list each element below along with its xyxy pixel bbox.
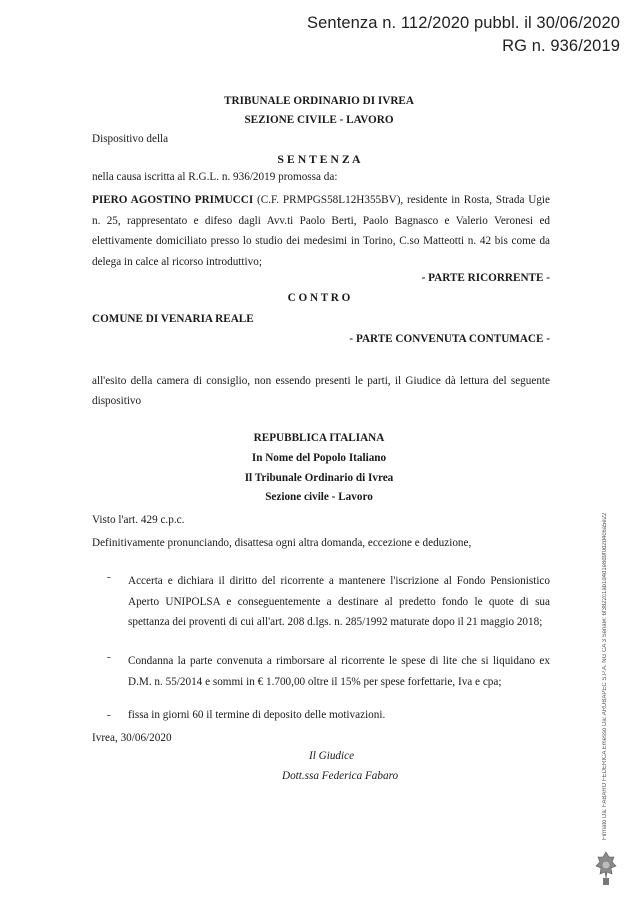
defendant-name: COMUNE DI VENARIA REALE [92, 313, 254, 325]
visto-line: Visto l'art. 429 c.p.c. [92, 514, 185, 526]
decision-item: Accerta e dichiara il diritto del ricorrente a mantenere l'iscrizione al Fondo Pensionistico Aperto UNIPOLSA e conseguentemente a destinare al predetto fondo le quote di sua spettanza dei proventi di cui all'art. 208 d.lgs. n. 285/1992 maturate dopo il 21 maggio 2018; [128, 575, 550, 628]
definitivamente-paragraph: Definitivamente pronunciando, disattesa ogni altra domanda, eccezione e deduzione, [92, 537, 472, 549]
court-name: TRIBUNALE ORDINARIO DI IVREA [224, 95, 414, 107]
rg-number-header: RG n. 936/2019 [502, 37, 620, 55]
decision-item: Condanna la parte convenuta a rimborsare al ricorrente le spese di lite che si liquidano ex D.M. n. 55/2014 e sommi in € 1.700,00 oltre il 15% per spese forfettarie, Iva e cpa; [128, 655, 550, 688]
republic-line-2: In Nome del Popolo Italiano [251, 452, 387, 464]
plaintiff-block [92, 190, 550, 272]
judge-name: Dott.ssa Federica Fabaro [282, 770, 399, 782]
item-bullet: - [107, 709, 111, 721]
seal-icon [594, 850, 618, 886]
plaintiff-name: PIERO AGOSTINO PRIMUCCI [92, 194, 254, 206]
dispositivo-label: Dispositivo della [92, 133, 169, 145]
plaintiff-details: (C.F. PRMPGS58L12H355BV), residente in Rosta, Strada Ugie n. 25, rappresentato e difeso dagli Avv.ti Paolo Berti, Paolo Bagnasco e Valerio Veronesi ed elettivamente domiciliato presso lo studio dei medesimi in Torino, C.so Matteotti n. 42 bis come da delega in calce al ricorso introduttivo; [92, 194, 550, 268]
place-date: Ivrea, 30/06/2020 [92, 732, 172, 744]
causa-line: nella causa iscritta al R.G.L. n. 936/2019 promossa da: [92, 171, 338, 183]
esito-paragraph: all'esito della camera di consiglio, non essendo presenti le parti, il Giudice dà lettura del seguente dispositivo [92, 375, 550, 407]
sentenza-number-header: Sentenza n. 112/2020 pubbl. il 30/06/2020 [307, 14, 620, 32]
judge-title: Il Giudice [309, 750, 355, 762]
republic-line-3: Il Tribunale Ordinario di Ivrea [244, 472, 394, 484]
plaintiff-role: - PARTE RICORRENTE - [421, 272, 550, 284]
item-bullet: - [107, 571, 111, 583]
republic-line-4: Sezione civile - Lavoro [265, 491, 373, 503]
digital-signature-strip: Firmato Da: FABARO FEDERICA Emesso Da: ARUBAPEC S.P.A. NG CA 3 Serial#: 6f3822c1ab1d4d1e8d9f0d2d4c6a5e22 [602, 512, 608, 840]
contro-heading: C O N T R O [287, 292, 351, 304]
item-bullet: - [107, 651, 111, 663]
court-section: SEZIONE CIVILE - LAVORO [244, 114, 394, 126]
republic-line-1: REPUBBLICA ITALIANA [253, 432, 385, 444]
decision-item: fissa in giorni 60 il termine di deposito delle motivazioni. [128, 709, 386, 721]
defendant-role: - PARTE CONVENUTA CONTUMACE - [349, 333, 550, 345]
sentenza-title: S E N T E N Z A [277, 152, 361, 166]
